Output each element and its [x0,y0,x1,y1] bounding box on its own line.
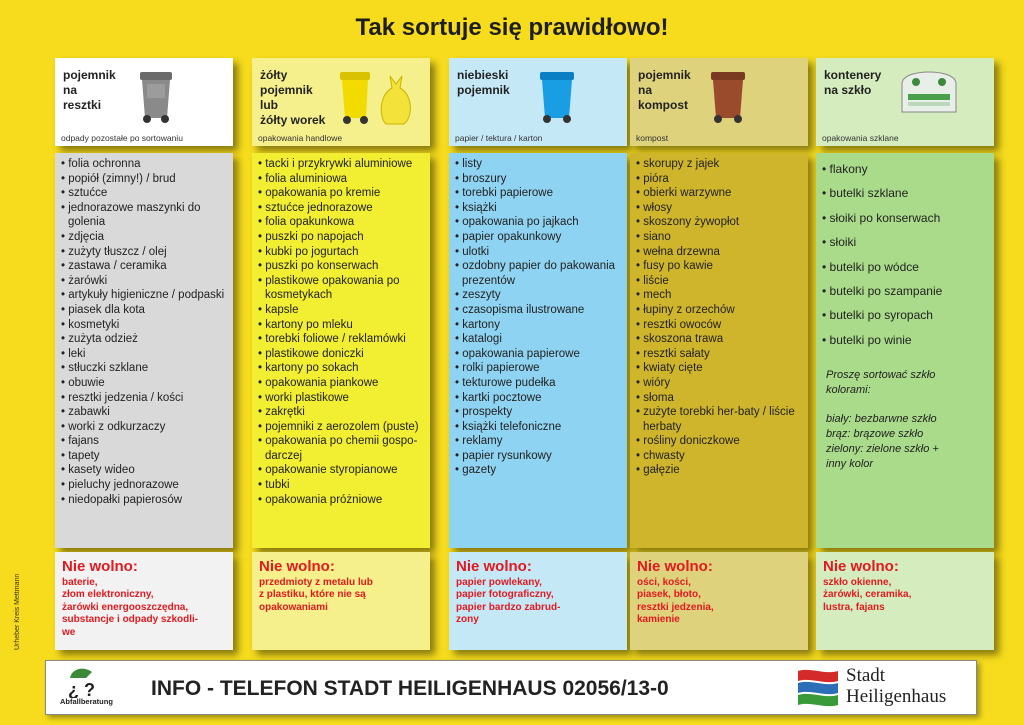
list-item: • kartony po mleku [258,318,426,333]
list-item: • popiół (zimny!) / brud [61,172,229,187]
not-allowed-text: szkło okienne, żarówki, ceramika, lustra, fajans [823,577,912,613]
list-item: • plastikowe doniczki [258,347,426,362]
allowed-list [252,153,430,548]
list-item: • zeszyty [455,288,623,303]
list-item: • resztki owoców [636,318,804,333]
list-item: • skoszony żywopłot [636,215,804,230]
allowed-list [630,153,808,548]
list-item: • łupiny z orzechów [636,303,804,318]
list-item: • butelki szklane [822,181,990,205]
list-item: • mech [636,288,804,303]
not-allowed-title: Nie wolno: [259,558,335,575]
list-item: • tapety [61,449,229,464]
svg-text:¿ ?: ¿ ? [68,680,95,698]
list-item: • pojemniki z aerozolem (puste) [258,420,426,435]
list-item: • papier opakunkowy [455,230,623,245]
list-item: • kosmetyki [61,318,229,333]
not-allowed-title: Nie wolno: [823,558,899,575]
not-allowed-title: Nie wolno: [637,558,713,575]
list-item: • flakony [822,157,990,181]
not-allowed-title: Nie wolno: [62,558,138,575]
list-item: • fusy po kawie [636,259,804,274]
page-title: Tak sortuje się prawidłowo! [355,14,669,41]
list-item: • opakowania próżniowe [258,493,426,508]
list-item: • książki [455,201,623,216]
list-item: • słoma [636,391,804,406]
list-item: • wióry [636,376,804,391]
list-item: • książki telefoniczne [455,420,623,435]
list-item: • skoszona trawa [636,332,804,347]
allowed-list [816,153,994,548]
list-item: • słoiki [822,230,990,254]
list-item: • prospekty [455,405,623,420]
list-item: • puszki po konserwach [258,259,426,274]
list-item: • słoiki po konserwach [822,206,990,230]
list-item: • torebki foliowe / reklamówki [258,332,426,347]
list-item: • rolki papierowe [455,361,623,376]
list-item: • butelki po szampanie [822,279,990,303]
list-item: • kapsle [258,303,426,318]
abfallberatung-label: Abfallberatung [60,697,113,706]
list-item: • zużyte torebki her-baty / liście herbaty [636,405,804,434]
list-item: • wełna drzewna [636,245,804,260]
column-title: kontenery na szkło [824,68,882,97]
list-item: • czasopisma ilustrowane [455,303,623,318]
list-item: • puszki po napojach [258,230,426,245]
list-item: • reklamy [455,434,623,449]
footer-bar [45,660,977,715]
list-item: • kasety wideo [61,463,229,478]
not-allowed-text: papier powlekany, papier fotograficzny, papier bardzo zabrud- zony [456,577,561,626]
not-allowed-text: ości, kości, piasek, błoto, resztki jedzenia, kamienie [637,577,714,626]
list-item: • kartony po sokach [258,361,426,376]
list-item: • folia ochronna [61,157,229,172]
column-header [816,58,994,146]
city-name: Stadt Heiligenhaus [846,665,947,707]
list-item: • tubki [258,478,426,493]
not-allowed-box [630,552,808,650]
column-subtitle: odpady pozostałe po sortowaniu [61,133,183,143]
city-flag-icon [796,667,840,714]
column-title: pojemnik na resztki [63,68,116,112]
list-item: • zużyty tłuszcz / olej [61,245,229,260]
list-item: • plastikowe opakowania po kosmetykach [258,274,426,303]
glass-container-icon [898,70,960,121]
list-item: • liście [636,274,804,289]
allowed-list [449,153,627,548]
list-item: • sztućce [61,186,229,201]
copyright-note: Urheber Kreis Mettmann [14,573,21,650]
list-item: • leki [61,347,229,362]
list-item: • opakowania po jajkach [455,215,623,230]
list-item: • piasek dla kota [61,303,229,318]
not-allowed-box [252,552,430,650]
list-item: • zastawa / ceramika [61,259,229,274]
list-item: • stłuczki szklane [61,361,229,376]
brown-bin-icon [708,70,748,129]
list-item: • opakowanie styropianowe [258,463,426,478]
list-item: • opakowania po kremie [258,186,426,201]
list-item: • artykuły higieniczne / podpaski [61,288,229,303]
column-subtitle: opakowania handlowe [258,133,343,143]
list-item: • włosy [636,201,804,216]
not-allowed-box [55,552,233,650]
list-item: • broszury [455,172,623,187]
column-header [449,58,627,146]
list-item: • sztućce jednorazowe [258,201,426,216]
list-item: • opakowania papierowe [455,347,623,362]
color-legend: biały: bezbarwne szkło brąz: brązowe szkło zielony: zielone szkło + inny kolor [826,413,939,471]
info-phone: INFO - TELEFON STADT HEILIGENHAUS 02056/13-0 [151,677,669,700]
list-item: • tekturowe pudełka [455,376,623,391]
list-item: • worki plastikowe [258,391,426,406]
list-item: • zakrętki [258,405,426,420]
list-item: • kwiaty cięte [636,361,804,376]
list-item: • folia opakunkowa [258,215,426,230]
list-item: • ulotki [455,245,623,260]
list-item: • obierki warzywne [636,186,804,201]
list-item: • kubki po jogurtach [258,245,426,260]
list-item: • zdjęcia [61,230,229,245]
list-item: • kartony [455,318,623,333]
list-item: • kartki pocztowe [455,391,623,406]
list-item: • siano [636,230,804,245]
list-item: • listy [455,157,623,172]
list-item: • obuwie [61,376,229,391]
not-allowed-box [449,552,627,650]
not-allowed-text: baterie, złom elektroniczny, żarówki energooszczędna, substancje i odpady szkodli- we [62,577,199,638]
list-item: • gałęzie [636,463,804,478]
not-allowed-box [816,552,994,650]
blue-bin-icon [537,70,577,129]
list-item: • niedopałki papierosów [61,493,229,508]
list-item: • butelki po wódce [822,255,990,279]
column-title: niebieski pojemnik [457,68,510,97]
list-item: • resztki jedzenia / kości [61,391,229,406]
list-item: • pieluchy jednorazowe [61,478,229,493]
not-allowed-text: przedmioty z metalu lub z plastiku, które nie są opakowaniami [259,577,373,613]
list-item: • resztki sałaty [636,347,804,362]
column-title: żółty pojemnik lub żółty worek [260,68,326,127]
list-item: • chwasty [636,449,804,464]
yellow-bin-icon [338,70,418,135]
list-item: • butelki po winie [822,328,990,352]
list-item: • worki z odkurzaczy [61,420,229,435]
column-header [630,58,808,146]
list-item: • jednorazowe maszynki do golenia [61,201,229,230]
list-item: • gazety [455,463,623,478]
list-item: • pióra [636,172,804,187]
sorting-note: Proszę sortować szkło kolorami: [826,369,936,397]
not-allowed-title: Nie wolno: [456,558,532,575]
allowed-list [55,153,233,548]
gray-bin-icon [137,70,175,129]
list-item: • fajans [61,434,229,449]
list-item: • zabawki [61,405,229,420]
list-item: • żarówki [61,274,229,289]
list-item: • katalogi [455,332,623,347]
list-item: • folia aluminiowa [258,172,426,187]
list-item: • opakowania piankowe [258,376,426,391]
list-item: • papier rysunkowy [455,449,623,464]
list-item: • butelki po syropach [822,303,990,327]
column-subtitle: opakowania szklane [822,133,899,143]
column-title: pojemnik na kompost [638,68,691,112]
list-item: • tacki i przykrywki aluminiowe [258,157,426,172]
list-item: • ozdobny papier do pakowania prezentów [455,259,623,288]
list-item: • torebki papierowe [455,186,623,201]
list-item: • opakowania po chemii gospo-darczej [258,434,426,463]
column-subtitle: papier / tektura / karton [455,133,543,143]
list-item: • skorupy z jajek [636,157,804,172]
list-item: • zużyta odzież [61,332,229,347]
column-subtitle: kompost [636,133,669,143]
list-item: • rośliny doniczkowe [636,434,804,449]
column-header [252,58,430,146]
column-header [55,58,233,146]
